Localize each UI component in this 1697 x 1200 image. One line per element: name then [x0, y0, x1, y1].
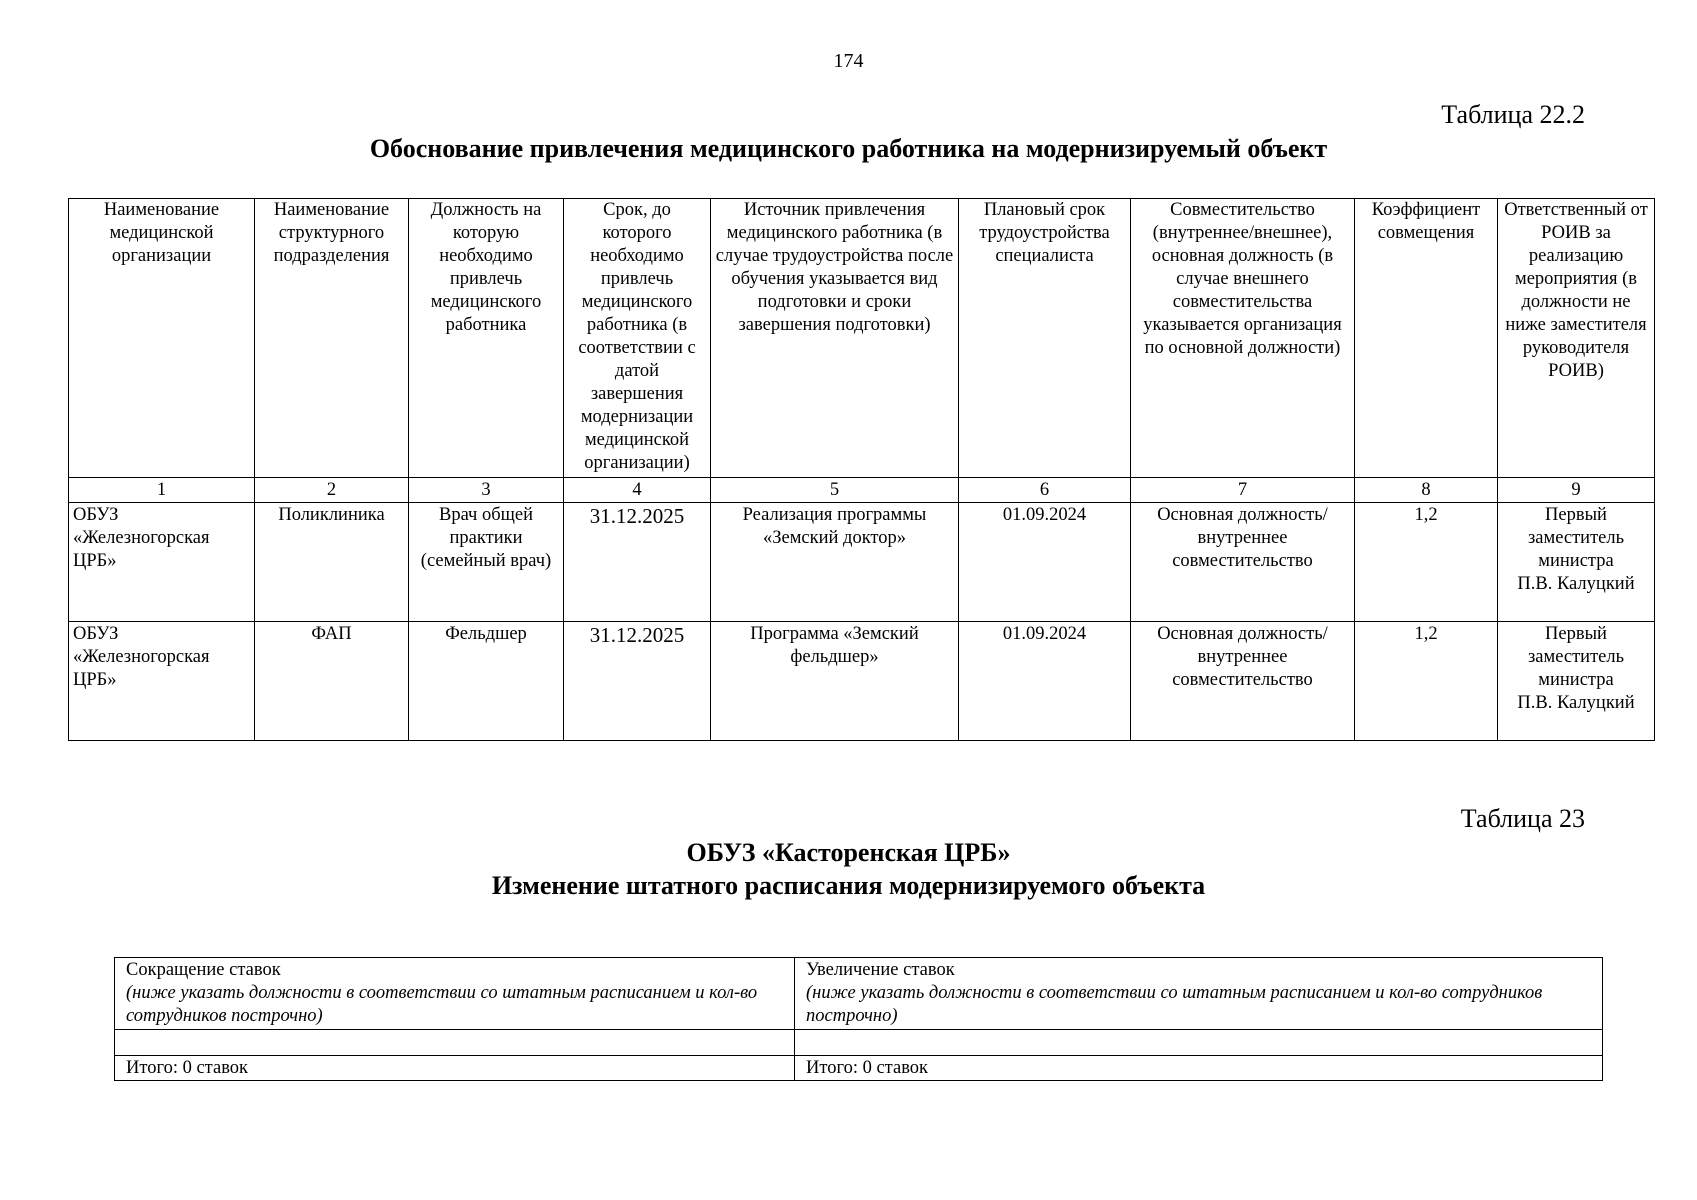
reduction-label: Сокращение ставок — [126, 960, 281, 980]
staff-empty-row — [115, 1030, 1603, 1056]
cell-unit: ФАП — [255, 622, 409, 741]
cell-combination: Основная должность/внутреннее совместительство — [1131, 622, 1355, 741]
reduction-note: (ниже указать должности в соответствии со штатным расписанием и кол-во сотрудников построчно) — [126, 983, 758, 1026]
cell-unit: Поликлиника — [255, 503, 409, 622]
cell-responsible — [1498, 622, 1655, 741]
staff-header-row — [115, 958, 1603, 1030]
responsible-title: Первый заместитель министра — [1527, 624, 1625, 690]
responsible-title: Первый заместитель министра — [1527, 505, 1625, 571]
column-number: 8 — [1355, 478, 1498, 503]
table1-title: Обоснование привлечения медицинского работника на модернизируемый объект — [369, 134, 1328, 163]
cell-source: Реализация программы «Земский доктор» — [711, 503, 959, 622]
table2-title-organization: ОБУЗ «Касторенская ЦРБ» — [686, 838, 1011, 867]
column-number: 7 — [1131, 478, 1355, 503]
column-number: 2 — [255, 478, 409, 503]
staffing-change-table — [114, 957, 1603, 1081]
column-header: Срок, до которого необходимо привлечь медицинского работника (в соответствии с датой завершения модернизации медицинской организации) — [564, 199, 711, 478]
cell-deadline: 31.12.2025 — [564, 503, 711, 622]
page-number: 174 — [833, 50, 864, 72]
cell-planned-date: 01.09.2024 — [959, 622, 1131, 741]
cell-coefficient: 1,2 — [1355, 503, 1498, 622]
column-number: 6 — [959, 478, 1131, 503]
increase-entry-cell — [795, 1030, 1603, 1056]
table2-title: Изменение штатного расписания модернизируемого объекта — [491, 871, 1206, 900]
cell-responsible — [1498, 503, 1655, 622]
column-header: Совместительство (внутреннее/внешнее), основная должность (в случае внешнего совместительства указывается организация по основной должности) — [1131, 199, 1355, 478]
cell-position: Фельдшер — [409, 622, 564, 741]
column-header: Наименование структурного подразделения — [255, 199, 409, 478]
column-header: Наименование медицинской организации — [69, 199, 255, 478]
table-row — [69, 622, 1655, 741]
cell-source: Программа «Земский фельдшер» — [711, 622, 959, 741]
responsible-name: П.В. Калуцкий — [1517, 574, 1635, 594]
increase-label: Увеличение ставок — [806, 960, 955, 980]
column-header: Ответственный от РОИВ за реализацию мероприятия (в должности не ниже заместителя руководителя РОИВ) — [1498, 199, 1655, 478]
cell-coefficient: 1,2 — [1355, 622, 1498, 741]
staff-attraction-table — [68, 198, 1655, 741]
increase-header-cell — [795, 958, 1603, 1030]
column-header: Источник привлечения медицинского работника (в случае трудоустройства после обучения указывается вид подготовки и сроки завершения подготовки) — [711, 199, 959, 478]
column-number: 3 — [409, 478, 564, 503]
reduction-entry-cell — [115, 1030, 795, 1056]
reduction-total: Итого: 0 ставок — [115, 1056, 795, 1081]
staff-total-row — [115, 1056, 1603, 1081]
reduction-header-cell — [115, 958, 795, 1030]
column-header: Коэффициент совмещения — [1355, 199, 1498, 478]
cell-organization: ОБУЗ «Железногорская ЦРБ» — [69, 503, 255, 622]
column-number: 1 — [69, 478, 255, 503]
cell-position: Врач общей практики (семейный врач) — [409, 503, 564, 622]
column-number: 5 — [711, 478, 959, 503]
column-number: 9 — [1498, 478, 1655, 503]
table-row — [69, 503, 1655, 622]
cell-deadline: 31.12.2025 — [564, 622, 711, 741]
header-row — [69, 199, 1655, 478]
table-caption-23: Таблица 23 — [1460, 804, 1585, 833]
cell-combination: Основная должность/внутреннее совместительство — [1131, 503, 1355, 622]
responsible-name: П.В. Калуцкий — [1517, 693, 1635, 713]
cell-organization: ОБУЗ «Железногорская ЦРБ» — [69, 622, 255, 741]
increase-total: Итого: 0 ставок — [795, 1056, 1603, 1081]
column-header: Должность на которую необходимо привлечь медицинского работника — [409, 199, 564, 478]
cell-planned-date: 01.09.2024 — [959, 503, 1131, 622]
column-number-row — [69, 478, 1655, 503]
increase-note: (ниже указать должности в соответствии со штатным расписанием и кол-во сотрудников построчно) — [806, 983, 1543, 1026]
table-caption-22-2: Таблица 22.2 — [1441, 100, 1585, 129]
column-number: 4 — [564, 478, 711, 503]
column-header: Плановый срок трудоустройства специалиста — [959, 199, 1131, 478]
